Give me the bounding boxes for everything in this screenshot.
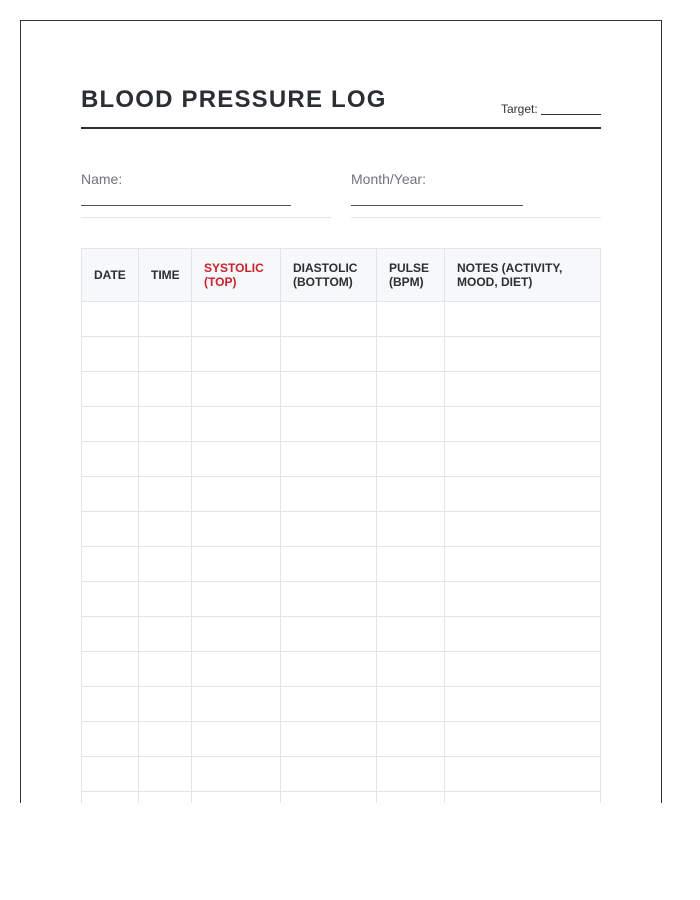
systolic-cell[interactable] — [192, 302, 281, 337]
time-cell[interactable] — [139, 617, 192, 652]
systolic-cell[interactable] — [192, 722, 281, 757]
table-row — [82, 512, 601, 547]
notes-cell[interactable] — [445, 547, 601, 582]
notes-cell[interactable] — [445, 442, 601, 477]
title-divider — [81, 127, 601, 129]
notes-cell[interactable] — [445, 372, 601, 407]
notes-cell[interactable] — [445, 477, 601, 512]
notes-cell[interactable] — [445, 407, 601, 442]
diastolic-cell[interactable] — [281, 337, 377, 372]
diastolic-cell[interactable] — [281, 792, 377, 804]
table-row — [82, 372, 601, 407]
pulse-cell[interactable] — [377, 652, 445, 687]
systolic-cell[interactable] — [192, 547, 281, 582]
month-year-blank[interactable] — [351, 205, 523, 206]
diastolic-cell[interactable] — [281, 547, 377, 582]
pulse-cell[interactable] — [377, 757, 445, 792]
pulse-cell[interactable] — [377, 337, 445, 372]
table-body — [82, 302, 601, 804]
notes-cell[interactable] — [445, 792, 601, 804]
time-cell[interactable] — [139, 792, 192, 804]
notes-cell[interactable] — [445, 722, 601, 757]
diastolic-cell[interactable] — [281, 512, 377, 547]
table-row — [82, 722, 601, 757]
table-row — [82, 302, 601, 337]
col-diastolic — [281, 249, 377, 302]
col-systolic — [192, 249, 281, 302]
systolic-cell[interactable] — [192, 512, 281, 547]
date-cell[interactable] — [82, 477, 139, 512]
col-pulse — [377, 249, 445, 302]
diastolic-cell[interactable] — [281, 617, 377, 652]
date-cell[interactable] — [82, 617, 139, 652]
pulse-cell[interactable] — [377, 302, 445, 337]
notes-cell[interactable] — [445, 687, 601, 722]
diastolic-cell[interactable] — [281, 372, 377, 407]
systolic-cell[interactable] — [192, 687, 281, 722]
date-cell[interactable] — [82, 337, 139, 372]
target-field[interactable] — [501, 102, 601, 116]
date-cell[interactable] — [82, 372, 139, 407]
table-row — [82, 687, 601, 722]
notes-cell[interactable] — [445, 512, 601, 547]
time-cell[interactable] — [139, 302, 192, 337]
diastolic-cell[interactable] — [281, 477, 377, 512]
table-row — [82, 582, 601, 617]
col-diastolic-label: DIASTOLIC — [293, 261, 358, 275]
target-blank[interactable] — [541, 114, 601, 115]
month-year-divider — [351, 217, 601, 218]
log-sheet — [20, 20, 662, 803]
table-row — [82, 757, 601, 792]
date-cell[interactable] — [82, 302, 139, 337]
time-cell[interactable] — [139, 547, 192, 582]
time-cell[interactable] — [139, 337, 192, 372]
time-cell[interactable] — [139, 687, 192, 722]
systolic-cell[interactable] — [192, 407, 281, 442]
name-divider — [81, 217, 331, 218]
systolic-cell[interactable] — [192, 792, 281, 804]
page-title: BLOOD PRESSURE LOG — [81, 86, 387, 113]
pulse-cell[interactable] — [377, 687, 445, 722]
table-row — [82, 337, 601, 372]
pulse-cell[interactable] — [377, 512, 445, 547]
date-cell[interactable] — [82, 407, 139, 442]
pulse-cell[interactable] — [377, 442, 445, 477]
col-diastolic-sub: (BOTTOM) — [293, 275, 353, 289]
date-cell[interactable] — [82, 512, 139, 547]
diastolic-cell[interactable] — [281, 442, 377, 477]
table-row — [82, 442, 601, 477]
col-pulse-label: PULSE — [389, 261, 430, 275]
time-cell[interactable] — [139, 477, 192, 512]
diastolic-cell[interactable] — [281, 407, 377, 442]
date-cell[interactable] — [82, 582, 139, 617]
col-systolic-sub: (TOP) — [204, 275, 237, 289]
pulse-cell[interactable] — [377, 547, 445, 582]
notes-cell[interactable] — [445, 652, 601, 687]
systolic-cell[interactable] — [192, 617, 281, 652]
diastolic-cell[interactable] — [281, 652, 377, 687]
diastolic-cell[interactable] — [281, 722, 377, 757]
col-date — [82, 249, 139, 302]
name-blank[interactable] — [81, 205, 291, 206]
notes-cell[interactable] — [445, 757, 601, 792]
systolic-cell[interactable] — [192, 372, 281, 407]
col-date-label: DATE — [94, 268, 126, 282]
pulse-cell[interactable] — [377, 617, 445, 652]
table-row — [82, 477, 601, 512]
target-label: Target: — [501, 102, 538, 116]
table-row — [82, 652, 601, 687]
month-year-field[interactable] — [351, 171, 601, 187]
time-cell[interactable] — [139, 652, 192, 687]
table-header-row — [82, 249, 601, 302]
date-cell[interactable] — [82, 722, 139, 757]
notes-cell[interactable] — [445, 582, 601, 617]
systolic-cell[interactable] — [192, 652, 281, 687]
table-row — [82, 547, 601, 582]
diastolic-cell[interactable] — [281, 302, 377, 337]
diastolic-cell[interactable] — [281, 687, 377, 722]
col-systolic-label: SYSTOLIC — [204, 261, 264, 275]
systolic-cell[interactable] — [192, 757, 281, 792]
table-row — [82, 407, 601, 442]
systolic-cell[interactable] — [192, 442, 281, 477]
col-time-label: TIME — [151, 268, 180, 282]
time-cell[interactable] — [139, 582, 192, 617]
systolic-cell[interactable] — [192, 337, 281, 372]
date-cell[interactable] — [82, 757, 139, 792]
col-notes-sub: MOOD, DIET) — [457, 275, 533, 289]
notes-cell[interactable] — [445, 302, 601, 337]
pulse-cell[interactable] — [377, 407, 445, 442]
time-cell[interactable] — [139, 407, 192, 442]
table-row — [82, 792, 601, 804]
pulse-cell[interactable] — [377, 582, 445, 617]
time-cell[interactable] — [139, 722, 192, 757]
col-notes-label: NOTES (ACTIVITY, — [457, 261, 563, 275]
date-cell[interactable] — [82, 687, 139, 722]
date-cell[interactable] — [82, 442, 139, 477]
name-field[interactable] — [81, 171, 331, 187]
table-row — [82, 617, 601, 652]
col-notes — [445, 249, 601, 302]
date-cell[interactable] — [82, 792, 139, 804]
pulse-cell[interactable] — [377, 372, 445, 407]
pulse-cell[interactable] — [377, 792, 445, 804]
name-label: Name: — [81, 171, 123, 187]
diastolic-cell[interactable] — [281, 757, 377, 792]
pulse-cell[interactable] — [377, 722, 445, 757]
date-cell[interactable] — [82, 652, 139, 687]
month-year-label: Month/Year: — [351, 171, 426, 187]
systolic-cell[interactable] — [192, 477, 281, 512]
time-cell[interactable] — [139, 757, 192, 792]
time-cell[interactable] — [139, 372, 192, 407]
systolic-cell[interactable] — [192, 582, 281, 617]
log-table — [81, 248, 601, 803]
date-cell[interactable] — [82, 547, 139, 582]
time-cell[interactable] — [139, 442, 192, 477]
notes-cell[interactable] — [445, 617, 601, 652]
notes-cell[interactable] — [445, 337, 601, 372]
pulse-cell[interactable] — [377, 477, 445, 512]
time-cell[interactable] — [139, 512, 192, 547]
col-pulse-sub: (BPM) — [389, 275, 424, 289]
col-time — [139, 249, 192, 302]
diastolic-cell[interactable] — [281, 582, 377, 617]
